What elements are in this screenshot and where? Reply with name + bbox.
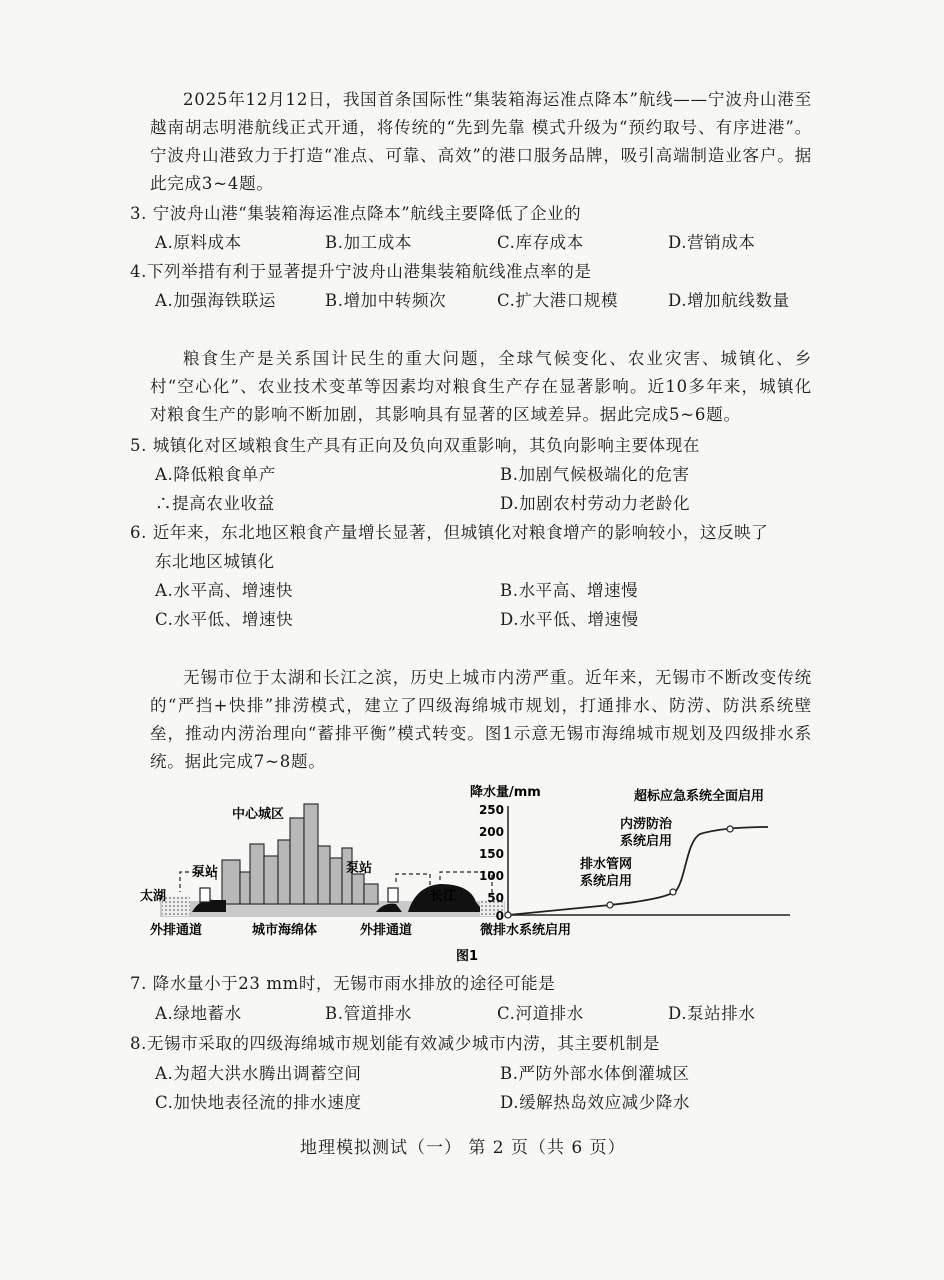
y-tick-250: 250 [478, 803, 504, 817]
passage-grain: 粮食生产是关系国计民生的重大问题，全球气候变化、农业灾害、城镇化、乡村“空心化”、农业技术变革等因素均对粮食生产存在显著影响。近10多年来，城镇化对粮食生产的影响不断加剧，其影响具有显著的区域差异。据此完成5~6题。 [150, 349, 812, 424]
question-8-stem: 8.无锡市采取的四级海绵城市规划能有效减少城市内涝，其主要机制是 [130, 1034, 660, 1053]
stage-4-point [727, 826, 733, 832]
y-axis-label: 降水量/mm [470, 785, 541, 800]
q8-option-a: A.为超大洪水腾出调蓄空间 [155, 1064, 362, 1083]
pump-station-left-icon [200, 888, 210, 902]
question-3-stem: 3. 宁波舟山港“集装箱海运准点降本”航线主要降低了企业的 [130, 204, 582, 223]
label-sponge-body: 城市海绵体 [252, 923, 318, 938]
q5-option-a: A.降低粮食单产 [155, 465, 276, 484]
q7-option-d: D.泵站排水 [668, 1004, 756, 1023]
figure-caption: 图1 [456, 949, 479, 964]
q4-option-c: C.扩大港口规模 [497, 291, 619, 310]
figure-1 [140, 784, 800, 974]
q3-option-d: D.营销成本 [668, 233, 756, 252]
y-tick-100: 100 [478, 869, 504, 883]
lake-water [162, 896, 190, 916]
q6-option-a: A.水平高、增速快 [155, 581, 294, 600]
q6-option-c: C.水平低、增速快 [155, 610, 294, 629]
q5-option-c: ∴提高农业收益 [155, 494, 275, 513]
label-stage-3-line2: 系统启用 [620, 834, 673, 849]
stage-2-point [607, 902, 613, 908]
label-outer-channel-left: 外排通道 [150, 923, 203, 938]
q4-option-a: A.加强海铁联运 [155, 291, 276, 310]
q8-option-d: D.缓解热岛效应减少降水 [500, 1093, 691, 1112]
flow-arrow-center [396, 874, 430, 886]
y-tick-200: 200 [478, 825, 504, 839]
y-tick-150: 150 [478, 847, 504, 861]
q4-option-b: B.增加中转频次 [325, 291, 447, 310]
label-pump-left: 泵站 [192, 865, 219, 880]
q5-option-b: B.加剧气候极端化的危害 [500, 465, 690, 484]
q7-option-a: A.绿地蓄水 [155, 1004, 242, 1023]
label-pump-right: 泵站 [346, 861, 373, 876]
label-taihu: 太湖 [140, 889, 167, 904]
label-stage-2-line1: 排水管网 [580, 857, 633, 872]
label-stage-1: 微排水系统启用 [480, 923, 572, 938]
q3-option-b: B.加工成本 [325, 233, 412, 252]
question-6-stem-continued: 东北地区城镇化 [155, 552, 275, 571]
passage-ningbo: 2025年12月12日，我国首条国际性“集装箱海运准点降本”航线——宁波舟山港至越南胡志明港航线正式开通，将传统的“先到先靠 模式升级为“预约取号、有序进港”。宁波舟山港致力于打造“准点、可靠、高效”的港口服务品牌，吸引高端制造业客户。据此完成3~4题。 [150, 90, 812, 193]
question-4-stem: 4.下列举措有利于显著提升宁波舟山港集装箱航线准点率的是 [130, 262, 592, 281]
precipitation-chart [470, 784, 790, 938]
sponge-city-diagram [140, 804, 505, 938]
question-7-stem: 7. 降水量小于23 mm时，无锡市雨水排放的途径可能是 [130, 974, 556, 993]
q8-option-c: C.加快地表径流的排水速度 [155, 1093, 362, 1112]
q6-option-b: B.水平高、增速慢 [500, 581, 639, 600]
question-6-stem: 6. 近年来，东北地区粮食产量增长显著，但城镇化对粮食增产的影响较小，这反映了 [130, 523, 769, 542]
y-tick-0: 0 [495, 909, 504, 923]
q5-option-d: D.加剧农村劳动力老龄化 [500, 494, 691, 513]
label-outer-channel-right: 外排通道 [360, 923, 413, 938]
q4-option-d: D.增加航线数量 [668, 291, 790, 310]
pump-station-right-icon [388, 888, 398, 902]
question-5-stem: 5. 城镇化对区域粮食生产具有正向及负向双重影响，其负向影响主要体现在 [130, 436, 700, 455]
q3-option-a: A.原料成本 [155, 233, 242, 252]
stage-1-point [505, 912, 511, 918]
q8-option-b: B.严防外部水体倒灌城区 [500, 1064, 690, 1083]
y-tick-50: 50 [487, 891, 504, 905]
q3-option-c: C.库存成本 [497, 233, 584, 252]
label-stage-4: 超标应急系统全面启用 [634, 789, 765, 804]
q7-option-c: C.河道排水 [497, 1004, 584, 1023]
label-center-city: 中心城区 [232, 807, 285, 822]
q7-option-b: B.管道排水 [325, 1004, 412, 1023]
q6-option-d: D.水平低、增速慢 [500, 610, 639, 629]
label-stage-3-line1: 内涝防治 [620, 817, 673, 832]
label-stage-2-line2: 系统启用 [580, 874, 633, 889]
label-yangtze: 长江 [430, 889, 457, 904]
stage-3-point [670, 889, 676, 895]
page-footer: 地理模拟测试（一） 第 2 页（共 6 页） [300, 1138, 626, 1158]
passage-wuxi: 无锡市位于太湖和长江之滨，历史上城市内涝严重。近年来，无锡市不断改变传统的“严挡+快排”排涝模式，建立了四级海绵城市规划，打通排水、防涝、防洪系统壁垒，推动内涝治理向“蓄排平衡”模式转变。图1示意无锡市海绵城市规划及四级排水系统。据此完成7~8题。 [150, 668, 812, 771]
